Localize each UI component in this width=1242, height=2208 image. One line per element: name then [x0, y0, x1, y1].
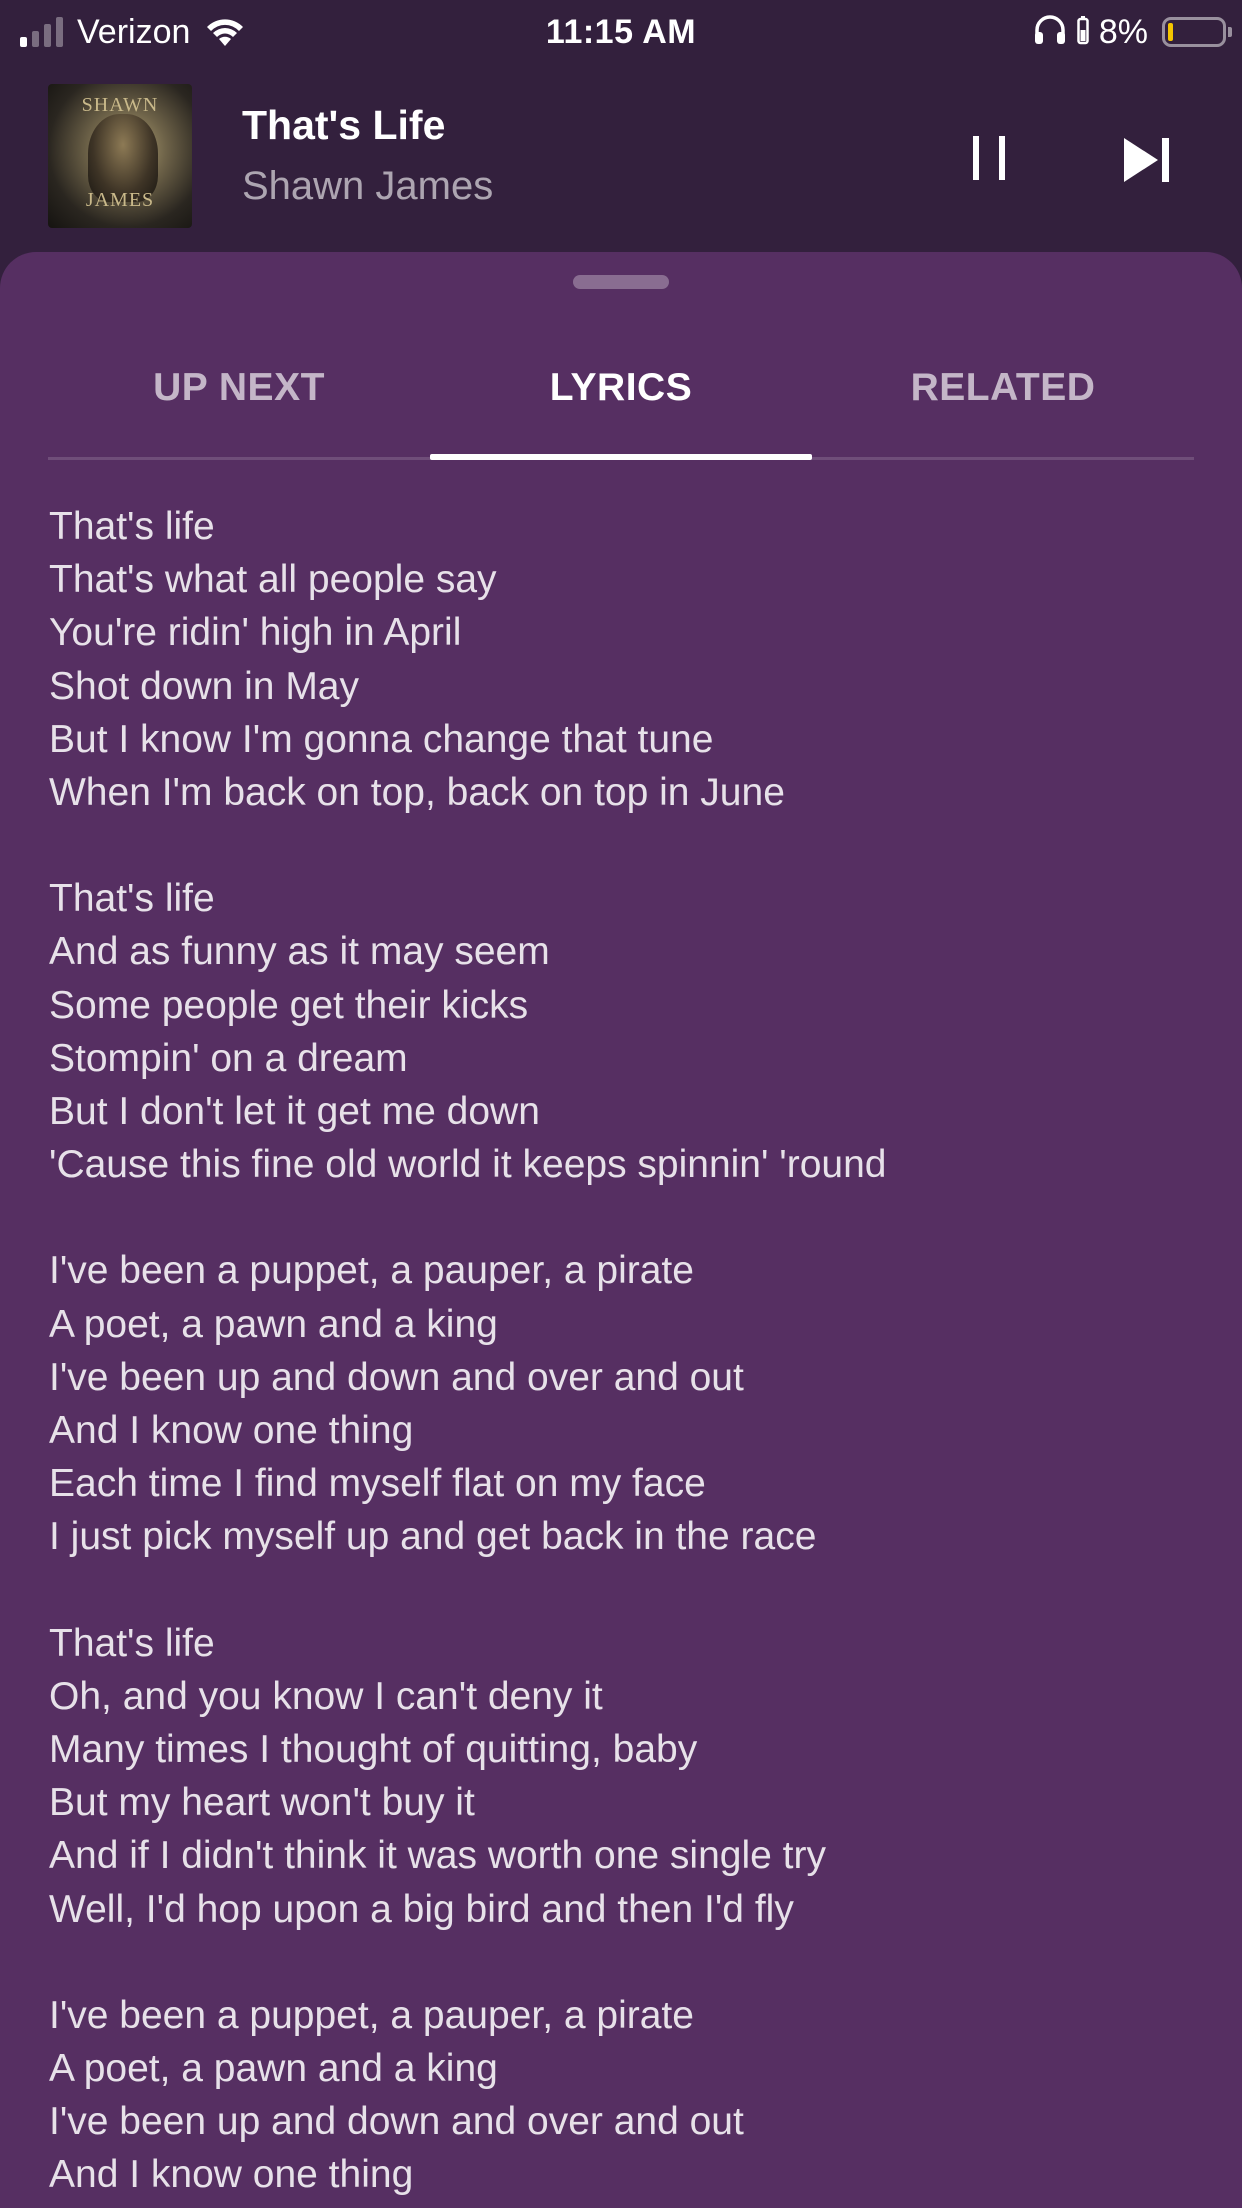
lyrics-stanza	[49, 1989, 1209, 2202]
lyric-line: I just pick myself up and get back in the race	[49, 1515, 817, 1559]
headphones-icon	[1033, 14, 1067, 51]
lyric-line: You're ridin' high in April	[49, 611, 462, 655]
battery-charging-icon	[1077, 15, 1089, 50]
status-bar	[0, 0, 1242, 64]
lyric-line: Stompin' on a dream	[49, 1036, 408, 1080]
pause-icon-bar-right	[999, 136, 1005, 180]
lyric-line: That's life	[49, 505, 215, 548]
battery-icon	[1162, 17, 1226, 47]
lyrics-sheet	[0, 252, 1242, 2208]
lyric-line: Well, I'd hop upon a big bird and then I'd fly	[49, 1887, 794, 1931]
lyric-line: When I'm back on top, back on top in June	[49, 771, 785, 815]
status-time: 11:15 AM	[545, 13, 697, 51]
lyric-line: Each time I find myself flat on my face	[49, 1462, 706, 1506]
lyric-line: And I know one thing	[49, 1409, 414, 1453]
lyric-line: A poet, a pawn and a king	[49, 2047, 498, 2091]
track-title[interactable]: That's Life	[242, 102, 446, 148]
lyric-line: Shot down in May	[49, 664, 360, 708]
lyric-line: Many times I thought of quitting, baby	[49, 1728, 698, 1772]
lyric-line: That's life	[49, 1621, 215, 1665]
lyric-line: But my heart won't buy it	[49, 1781, 475, 1825]
status-right	[1033, 8, 1226, 56]
lyric-line: That's what all people say	[49, 558, 497, 602]
album-art[interactable]	[48, 84, 192, 228]
battery-percent: 8%	[1098, 12, 1148, 51]
tab-related[interactable]: RELATED	[910, 366, 1096, 409]
track-artist[interactable]: Shawn James	[242, 164, 494, 208]
skip-next-button[interactable]	[1120, 130, 1180, 190]
lyrics-stanza	[49, 872, 1209, 1191]
lyric-line: 'Cause this fine old world it keeps spinnin' 'round	[49, 1143, 887, 1187]
lyric-line: I've been a puppet, a pauper, a pirate	[49, 1249, 694, 1293]
lyric-line: And I know one thing	[49, 2153, 414, 2197]
lyric-line: A poet, a pawn and a king	[49, 1302, 498, 1346]
lyrics-stanza	[49, 500, 1209, 819]
album-art-text-bottom: JAMES	[85, 189, 155, 211]
carrier-name: Verizon	[77, 12, 191, 51]
lyrics-stanza	[49, 1617, 1209, 1936]
tab-lyrics[interactable]: LYRICS	[430, 352, 812, 457]
tab-bar	[48, 352, 1194, 460]
tab-up-next[interactable]: UP NEXT	[153, 366, 325, 409]
lyric-line: I've been up and down and over and out	[49, 2100, 744, 2144]
lyric-line: Oh, and you know I can't deny it	[49, 1674, 603, 1718]
lyric-line: But I know I'm gonna change that tune	[49, 717, 714, 761]
lyric-line: But I don't let it get me down	[49, 1090, 540, 1134]
lyrics-body	[49, 500, 1209, 2208]
lyric-line: That's life	[49, 877, 215, 921]
lyrics-stanza	[49, 1244, 1209, 1563]
lyric-line: I've been a puppet, a pauper, a pirate	[49, 1993, 694, 2037]
lyric-line: And as funny as it may seem	[49, 930, 550, 974]
pause-button[interactable]	[962, 130, 1022, 190]
lyric-line: Some people get their kicks	[49, 983, 529, 1027]
skip-next-icon	[1120, 130, 1180, 190]
album-art-text-top: SHAWN	[81, 94, 159, 116]
lyric-line: And if I didn't think it was worth one single try	[49, 1834, 826, 1878]
mini-player[interactable]	[0, 64, 1242, 254]
lyric-line: I've been up and down and over and out	[49, 1355, 744, 1399]
sheet-grabber-handle[interactable]	[573, 275, 669, 289]
pause-icon-bar-left	[973, 136, 979, 180]
